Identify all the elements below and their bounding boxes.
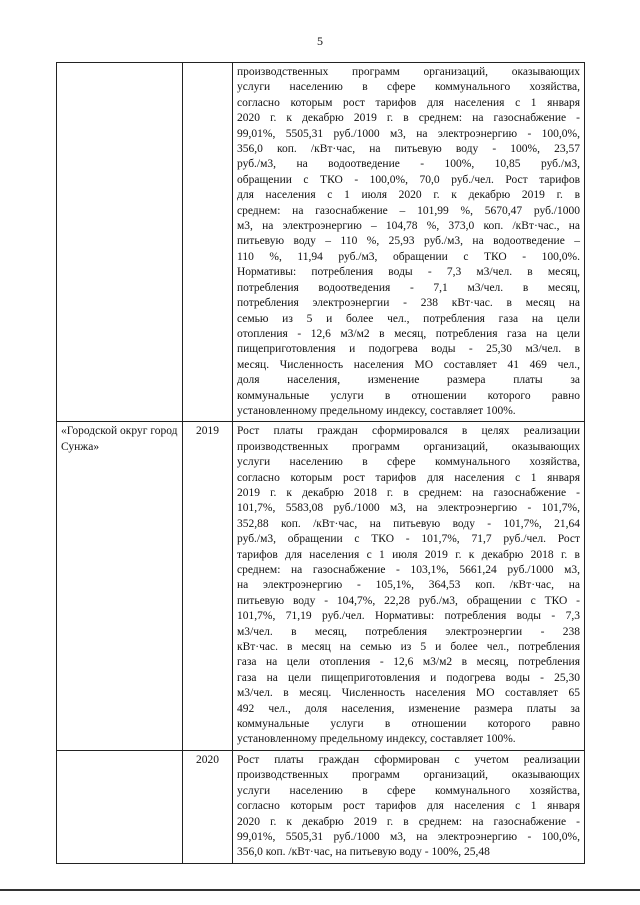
text-line: производственных программ организаций, оказывающих (237, 440, 580, 453)
table-row (57, 422, 585, 751)
text-line: для населения с 1 июля 2020 г. к декабрю 2019 г. в (237, 189, 580, 202)
text-line: согласно которым рост тарифов для населения с 1 января (237, 800, 580, 813)
text-line: потребления электроэнергии - 238 кВт·час. в месяц на (237, 297, 580, 310)
text-line: согласно которым рост тарифов для населения с 1 января (237, 471, 580, 484)
text-line: услуги населению в сфере коммунального хозяйства, (237, 784, 580, 797)
text-line: услуги населению в сфере коммунального хозяйства, (237, 81, 580, 94)
text-line: 110 %, 11,94 руб./м3, обращении с ТКО - 100,0%. (237, 250, 580, 263)
text-line: среднем: на газоснабжение – 101,99 %, 5670,47 руб./1000 (237, 204, 580, 217)
page-number: 5 (317, 34, 323, 48)
text-line: установленному предельному индексу, составляет 100%. (237, 404, 516, 417)
text-line: производственных программ организаций, оказывающих (237, 769, 580, 782)
text-line: питьевую воду - 104,7%, 22,28 руб./м3, обращении с ТКО - (237, 594, 580, 607)
text-line: 99,01%, 5505,31 руб./1000 м3, на электроэнергию - 100,0%, (237, 830, 580, 843)
text-line: м3/чел. в месяц, потребления электроэнергии - 238 (237, 625, 580, 638)
text-line: газа на цели отопления - 12,6 м3/м2 в месяц, потребления (237, 656, 580, 669)
text-line: 352,88 коп. /кВт·час, на питьевую воду - 101,7%, 21,64 (237, 517, 580, 530)
text-line: коммунальные услуги в отношении которого равно (237, 718, 580, 731)
text-line: доля населения, изменение размера платы за (237, 374, 580, 387)
text-line: семью из 5 и более чел., потребления газа на цели (237, 312, 580, 325)
year-cell: 2019 (183, 422, 233, 751)
municipality-cell (57, 750, 183, 863)
text-line: м3/чел. в месяц. Численность населения МО составляет 65 (237, 687, 580, 700)
text-line: 99,01%, 5505,31 руб./1000 м3, на электроэнергию - 100,0%, (237, 127, 580, 140)
text-line: 2019 г. к декабрю 2018 г. в среднем: на газоснабжение - (237, 486, 580, 499)
table-row (57, 63, 585, 422)
text-line: производственных программ организаций, оказывающих (237, 66, 580, 78)
text-line: пищеприготовления и подогрева воды - 25,30 м3/чел. в (237, 343, 580, 356)
year-cell (183, 63, 233, 422)
text-line: услуги населению в сфере коммунального хозяйства, (237, 456, 580, 469)
text-line: тарифов для населения с 1 июля 2019 г. к декабрю 2018 г. в (237, 548, 580, 561)
text-line: 2020 г. к декабрю 2019 г. в среднем: на газоснабжение - (237, 112, 580, 125)
text-line: коммунальные услуги в отношении которого равно (237, 389, 580, 402)
text-line: 2020 г. к декабрю 2019 г. в среднем: на газоснабжение - (237, 815, 580, 828)
text-line: 356,0 коп. /кВт·час, на питьевую воду - 100%, 25,48 (237, 846, 490, 859)
text-line: кВт·час. в месяц на семью из 5 и более чел., потребления (237, 641, 580, 654)
text-line: на электроэнергию - 105,1%, 364,53 коп. /кВт·час, на (237, 579, 580, 592)
text-line: Рост платы граждан сформировался в целях реализации (237, 425, 580, 438)
text-line: м3, на электроэнергию – 104,78 %, 373,0 коп. /кВт·час., на (237, 220, 580, 233)
page-bottom-edge (0, 889, 640, 891)
text-line: 492 чел., доля населения, изменение размера платы за (237, 702, 580, 715)
table-row (57, 750, 585, 863)
municipality-cell (57, 63, 183, 422)
text-line: руб./м3, на водоотведение - 100%, 10,85 руб./м3, (237, 158, 580, 171)
municipality-cell: «Городской округ город Сунжа» (57, 422, 183, 751)
text-line: 356,0 коп. /кВт·час, на питьевую воду - 100%, 23,57 (237, 143, 580, 156)
text-line: установленному предельному индексу, составляет 100%. (237, 733, 516, 746)
text-line: питьевую воду – 110 %, 25,93 руб./м3, на водоотведение – (237, 235, 580, 248)
text-line: 101,7%, 71,19 руб./чел. Нормативы: потребления воды - 7,3 (237, 610, 580, 623)
text-line: месяц. Численность населения МО составляет 41 469 чел., (237, 358, 580, 371)
text-line: потребления водоотведения - 7,1 м3/чел. в месяц, (237, 281, 580, 294)
text-line: 101,7%, 5583,08 руб./1000 м3, на электроэнергию - 101,7%, (237, 502, 580, 515)
text-line: Нормативы: потребления воды - 7,3 м3/чел. в месяц, (237, 266, 580, 279)
text-line: руб./м3, обращении с ТКО - 101,7%, 71,7 руб./чел. Рост (237, 533, 580, 546)
description-cell (233, 750, 585, 863)
text-line: отопления - 12,6 м3/м2 в месяц, потребления газа на цели (237, 327, 580, 340)
description-cell (233, 422, 585, 751)
text-line: газа на цели пищеприготовления и подогрева воды - 25,30 (237, 671, 580, 684)
text-line: обращении с ТКО - 100,0%, 70,0 руб./чел. Рост тарифов (237, 173, 580, 186)
tariff-table (56, 62, 585, 864)
text-line: среднем: на газоснабжение - 103,1%, 5661,24 руб./1000 м3, (237, 564, 580, 576)
text-line: согласно которым рост тарифов для населения с 1 января (237, 96, 580, 109)
text-line: Рост платы граждан сформирован с учетом реализации (237, 753, 580, 766)
year-cell: 2020 (183, 750, 233, 863)
description-cell (233, 63, 585, 422)
